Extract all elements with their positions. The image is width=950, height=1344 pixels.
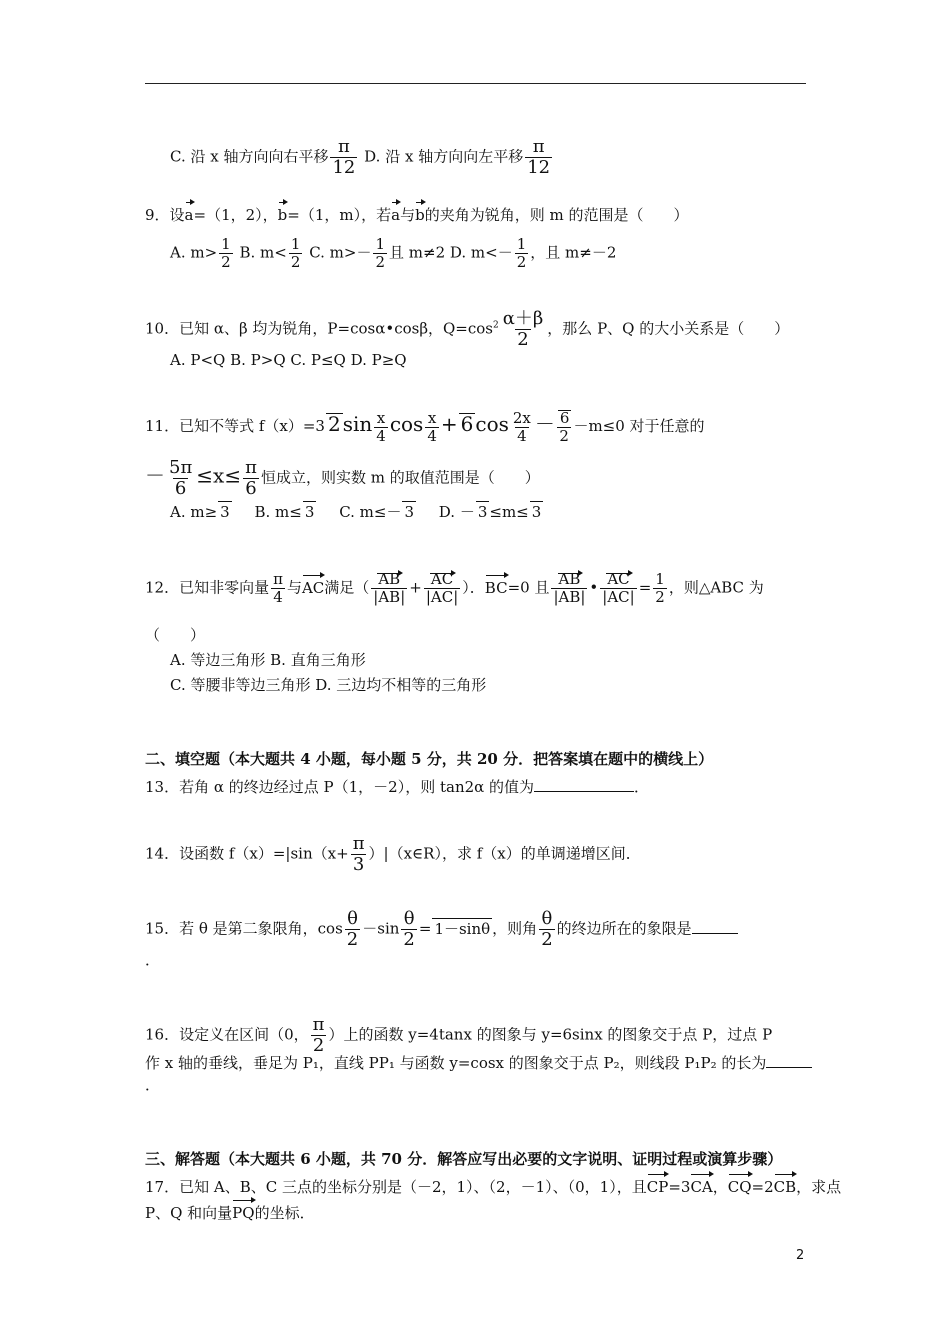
question-14: 14．设函数 f（x）=|sin（x+ $\frac{\pi}{3}$ ）|（x∈R），求 f（x）的单调递增区间． [145, 833, 641, 875]
fraction: $\frac{AC}{|AC|}$ [602, 570, 635, 606]
sqrt: 6 [460, 412, 474, 436]
fraction: $\frac{\pi}{4}$ [273, 570, 283, 606]
fraction: $\frac{AC}{|AC|}$ [425, 570, 459, 606]
question-9: 9．设a=（1，2），b=（1，m），若a与b的夹角为锐角，则 m 的范围是（ ） [145, 201, 688, 225]
question-13: 13．若角 α 的终边经过点 P（1，－2），则 tan2α 的值为 ． [145, 775, 649, 797]
fraction: $\frac{\alpha+\beta}{2}$ [502, 308, 544, 350]
fraction: $\frac{\pi}{6}$ [245, 457, 257, 499]
vector-a: a [185, 201, 194, 225]
fraction: $\frac{\pi}{12}$ [332, 136, 356, 178]
q16-period: ． [145, 1076, 161, 1094]
question-16: 16．设定义在区间（0， $\frac{\pi}{2}$ ）上的函数 y=4tanx 的图象与 y=6sinx 的图象交于点 P，过点 P [145, 1014, 773, 1056]
fraction: $\frac{1}{2}$ [221, 235, 231, 271]
fraction: $\frac{\theta}{2}$ [541, 908, 553, 950]
question-17: 17．已知 A、B、C 三点的坐标分别是（－2，1）、（2，－1）、（0，1），且CP=3CA，CQ=2CB，求点 [145, 1173, 841, 1197]
q8-options [170, 138, 554, 177]
fraction: $\frac{\pi}{3}$ [352, 833, 365, 875]
fraction: $\frac{1}{2}$ [655, 570, 665, 606]
answer-blank [692, 917, 738, 934]
fraction: $\frac{1}{2}$ [375, 235, 386, 271]
q12-options-cd: C. 等腰非等边三角形 D. 三边均不相等的三角形 [170, 676, 487, 694]
question-12: 12．已知非零向量 $\frac{\pi}{4}$ 与AC满足（ $\frac{AB}{|AB|}$ + $\frac{AC}{|AC|}$ ）．BC=0 且 $\frac{AB}{|AB|}$ • $\frac{AC}{|AC|}$ = $\frac{1}{2}$ ，则△ABC 为 [145, 570, 764, 606]
q10-options: A. P<Q B. P>Q C. P≤Q D. P≥Q [170, 351, 407, 369]
q16-line2: 作 x 轴的垂线，垂足为 P₁，直线 PP₁ 与函数 y=cosx 的图象交于点 P₂，则线段 P₁P₂ 的长为 [145, 1051, 812, 1073]
question-11: 11．已知不等式 f（x）=3 2 sin $\frac{x}{4}$ cos $\frac{x}{4}$ + 6 cos $\frac{2x}{4}$ － $\frac{6}{2}$ －m≤0 对于任意的 [145, 408, 705, 445]
fraction: $\frac{AB}{|AB|}$ [373, 570, 406, 606]
vector-a: a [391, 201, 400, 225]
fraction: $\frac{AB}{|AB|}$ [553, 570, 586, 606]
fraction: $\frac{x}{4}$ [376, 408, 386, 445]
answer-blank [766, 1051, 812, 1068]
q11-line2: － $\frac{5\pi}{6}$ ≤x≤ $\frac{\pi}{6}$ 恒成立，则实数 m 的取值范围是（ ） [145, 457, 540, 499]
question-10: 10．已知 α、β 均为锐角，P=cosα•cosβ，$Q=\cos^2$ $\frac{\alpha+\beta}{2}$ ，那么 P、Q 的大小关系是（ ） [145, 308, 790, 350]
fraction: $\frac{1}{2}$ [290, 235, 301, 271]
vector-b: b [415, 201, 425, 225]
fraction: $\frac{6}{2}$ [559, 409, 570, 445]
fraction: $\frac{2x}{4}$ [512, 408, 531, 445]
fraction: $\frac{x}{4}$ [427, 408, 437, 445]
vector-b: b [278, 201, 288, 225]
answer-blank [534, 775, 634, 792]
q17-line2: P、Q 和向量PQ的坐标． [145, 1199, 315, 1223]
q12-options-ab: A. 等边三角形 B. 直角三角形 [170, 651, 366, 669]
sqrt: 2 [327, 412, 341, 436]
section-2-heading: 二、填空题（本大题共 4 小题，每小题 5 分，共 20 分．把答案填在题中的横线上） [145, 750, 714, 768]
fraction: $\frac{1}{2}$ [516, 235, 527, 271]
page-number: 2 [796, 1248, 805, 1263]
header-rule [145, 83, 806, 84]
q8-option-d: D. 沿 x 轴方向向左平移 [364, 147, 524, 166]
sqrt: 1－sinθ [434, 919, 491, 938]
fraction: $\frac{\pi}{12}$ [527, 136, 551, 178]
q15-period: ． [145, 951, 161, 969]
q12-paren: （ ） [145, 626, 206, 644]
fraction: $\frac{\pi}{2}$ [312, 1014, 325, 1056]
q9-options: A. m> $\frac{1}{2}$ B. m< $\frac{1}{2}$ C. m>－ $\frac{1}{2}$ 且 m≠2 D. m<－ $\frac{1}{2}$ ，且 m≠－2 [170, 235, 617, 271]
fraction: $\frac{\theta}{2}$ [346, 908, 359, 950]
q8-option-c: C. 沿 x 轴方向向右平移 [170, 147, 329, 166]
q11-options: A. m≥ 3 B. m≤ 3 C. m≤－ 3 D. － 3 ≤m≤ 3 [170, 503, 542, 521]
section-3-heading: 三、解答题（本大题共 6 小题，共 70 分．解答应写出必要的文字说明、证明过程或演算步骤） [145, 1150, 783, 1168]
fraction: $\frac{\theta}{2}$ [403, 908, 415, 950]
question-15: 15．若 θ 是第二象限角，cos $\frac{\theta}{2}$ －sin $\frac{\theta}{2}$ = 1－sinθ ，则角 $\frac{\theta}{2}$ 的终边所在的象限是 [145, 910, 738, 949]
fraction: $\frac{5\pi}{6}$ [169, 457, 193, 499]
